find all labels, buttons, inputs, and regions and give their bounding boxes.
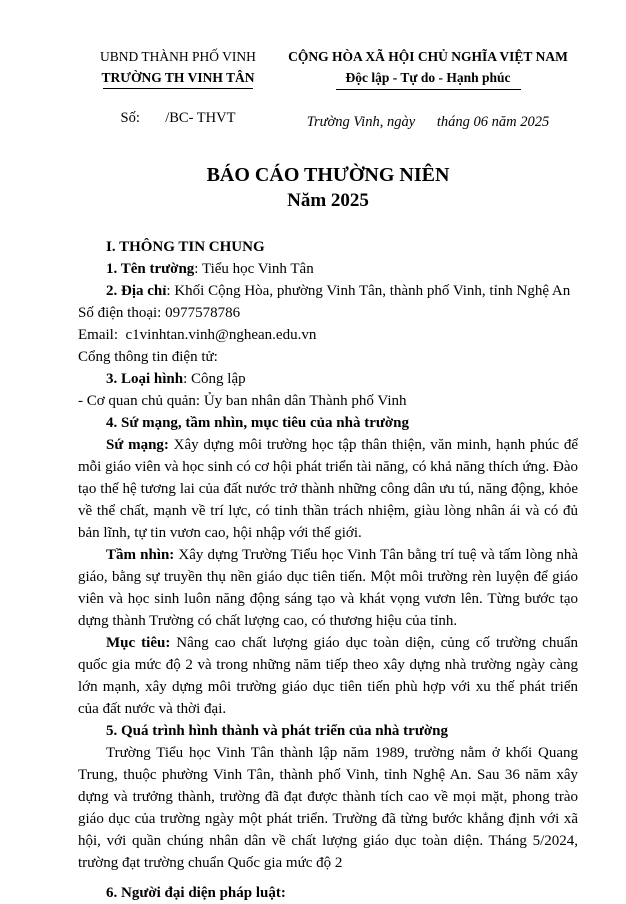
section-heading-thong-tin-chung <box>78 236 578 258</box>
national-motto: Độc lập - Tự do - Hạnh phúc <box>345 70 511 85</box>
paragraph-mission <box>78 434 578 544</box>
field-value: : Tiểu học Vinh Tân <box>194 261 314 277</box>
heading-text: 5. Quá trình hình thành và phát triển của nhà trường <box>106 723 448 739</box>
heading-text: 6. Người đại diện pháp luật: <box>106 885 286 901</box>
paragraph-vision <box>78 544 578 632</box>
field-value: Cổng thông tin điện tử: <box>78 349 218 365</box>
paragraph-text: Trường Tiểu học Vinh Tân thành lập năm 1989, trường nằm ở khối Quang Trung, thuộc phường Vinh Tân, thành phố Vinh, tỉnh Nghệ An. Sau 36 năm xây dựng và trưởng thành, trường đã đạt được thành tích cao về mọi mặt, phong trào giáo dục của trường ngày một phát triển. Trường đã từng bước khẳng định với xã hội, với quần chúng nhân dân về chất lượng giáo dục toàn diện. Tháng 5/2024, trường đạt trường chuẩn Quốc gia mức độ 2 <box>78 745 578 871</box>
school-name: TRƯỜNG TH VINH TÂN <box>101 70 255 85</box>
heading-text: I. THÔNG TIN CHUNG <box>106 239 265 255</box>
field-label: 2. Địa chỉ <box>106 283 167 299</box>
field-label: 3. Loại hình <box>106 371 184 387</box>
place-and-date-line: Trường Vinh, ngày tháng 06 năm 2025 <box>306 114 550 130</box>
field-phone <box>78 302 578 324</box>
field-address <box>78 280 578 302</box>
field-label: 1. Tên trường <box>106 261 195 277</box>
heading-text: 4. Sứ mạng, tầm nhìn, mục tiêu của nhà trường <box>106 415 410 431</box>
issuing-authority-block <box>78 46 278 132</box>
field-value: - Cơ quan chủ quản: Ủy ban nhân dân Thành phố Vinh <box>78 393 407 409</box>
school-name-underline <box>103 88 253 89</box>
document-reference-number: Số: /BC- THVT <box>120 110 236 126</box>
field-email <box>78 324 578 346</box>
paragraph-lead: Tầm nhìn: <box>106 547 175 563</box>
paragraph-text: Xây dựng môi trường học tập thân thiện, văn minh, hạnh phúc để mỗi giáo viên và học sinh có cơ hội phát triển tài năng, có khả năng thích ứng. Đào tạo thế hệ tương lai của đất nước trở thành những công dân ưu tú, năng động, khỏe về thể chất, mạnh về trí lực, có tinh thần trách nhiệm, giàu lòng nhân ái và có đủ bản lĩnh, tự tin vươn cao, hội nhập với thế giới. <box>78 437 578 541</box>
document-body <box>78 236 578 904</box>
field-governing-body <box>78 390 578 412</box>
paragraph-text: Nâng cao chất lượng giáo dục toàn diện, củng cố trường chuẩn quốc gia mức độ 2 và trong những năm tiếp theo xây dựng nhà trường ngày càng lớn mạnh, xây dựng môi trường giáo dục tiên tiến phù hợp với xu thế phát triển của đất nước và thời đại. <box>78 635 578 717</box>
national-motto-block <box>278 46 578 132</box>
paragraph-lead: Sứ mạng: <box>106 437 169 453</box>
field-value: Email: c1vinhtan.vinh@nghean.edu.vn <box>78 327 317 343</box>
motto-underline <box>336 89 521 90</box>
section-heading-qua-trinh <box>78 720 578 742</box>
national-title: CỘNG HÒA XÃ HỘI CHỦ NGHĨA VIỆT NAM <box>288 49 568 64</box>
field-school-name <box>78 258 578 280</box>
field-value: : Công lập <box>183 371 246 387</box>
paragraph-lead: Mục tiêu: <box>106 635 171 651</box>
field-value: : Khối Cộng Hòa, phường Vinh Tân, thành phố Vinh, tỉnh Nghệ An <box>166 283 571 299</box>
section-heading-su-mang <box>78 412 578 434</box>
paragraph-history <box>78 742 578 874</box>
paragraph-objective <box>78 632 578 720</box>
document-title-block <box>78 162 578 214</box>
document-header <box>78 46 578 132</box>
field-school-type <box>78 368 578 390</box>
authority-parent-name: UBND THÀNH PHỐ VINH <box>100 49 256 64</box>
document-subtitle-year: Năm 2025 <box>287 190 369 211</box>
field-web-portal <box>78 346 578 368</box>
field-value: Số điện thoại: 0977578786 <box>78 305 241 321</box>
paragraph-text: Xây dựng Trường Tiểu học Vinh Tân bằng trí tuệ và tấm lòng nhà giáo, bằng sự truyền thụ nền giáo dục tiên tiến. Một môi trường rèn luyện để giáo viên và học sinh luôn năng động sáng tạo và khát vọng vươn lên. Từng bước tạo dựng thành Trường có chất lượng cao, có thương hiệu của tỉnh. <box>78 547 578 629</box>
section-heading-nguoi-dai-dien <box>78 882 578 904</box>
document-title: BÁO CÁO THƯỜNG NIÊN <box>206 164 450 186</box>
